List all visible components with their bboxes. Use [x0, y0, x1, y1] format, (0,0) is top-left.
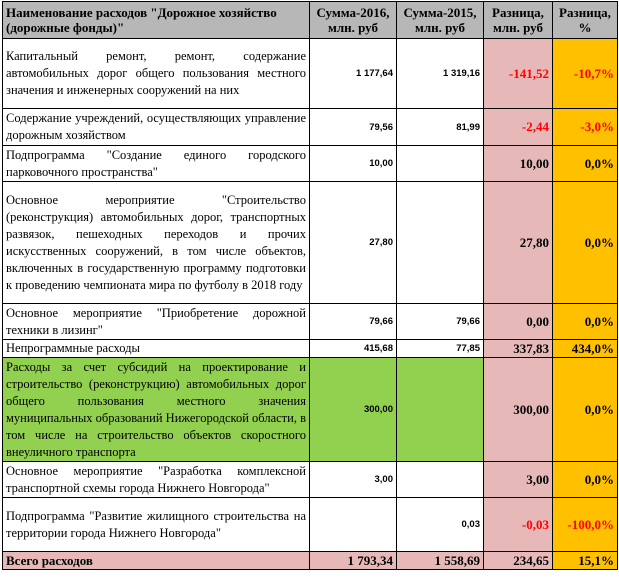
table-row: [3, 462, 618, 498]
expense-name: Расходы за счет субсидий на проектирование и строительство (реконструкцию) автомобильных дорог общего пользования местного значения муниципальных образований Нижегородской области, в том числе на строительство объектов скоростного внеуличного транспорта: [3, 358, 310, 462]
difference-value: 27,80: [484, 182, 553, 304]
difference-percent-value: 0,0%: [553, 146, 618, 182]
expense-name: Основное мероприятие "Приобретение дорожной техники в лизинг": [3, 304, 310, 340]
table-row: [3, 304, 618, 340]
sum-2015-value: [397, 182, 484, 304]
expense-name: Капитальный ремонт, ремонт, содержание автомобильных дорог общего пользования местного значения и инженерных сооружений на них: [3, 39, 310, 109]
sum-2016-value: 3,00: [310, 462, 397, 498]
road-expenses-table: [2, 1, 618, 570]
sum-2015-value: 81,99: [397, 109, 484, 146]
expense-name: Содержание учреждений, осуществляющих управление дорожным хозяйством: [3, 109, 310, 146]
sum-2016-value: 10,00: [310, 146, 397, 182]
difference-value: 0,00: [484, 304, 553, 340]
difference-percent-value: 0,0%: [553, 462, 618, 498]
sum-2016-value: 79,66: [310, 304, 397, 340]
header-row: [3, 2, 618, 39]
table-row: [3, 39, 618, 109]
difference-percent-value: 0,0%: [553, 182, 618, 304]
expense-name: Подпрограмма "Создание единого городского парковочного пространства": [3, 146, 310, 182]
total-row: [3, 552, 618, 570]
table-row: [3, 340, 618, 358]
difference-value: -2,44: [484, 109, 553, 146]
total-sum-2016: 1 793,34: [310, 552, 397, 570]
header-sum-2016: Сумма-2016, млн. руб: [310, 2, 397, 39]
sum-2015-value: 0,03: [397, 498, 484, 552]
difference-percent-value: 0,0%: [553, 304, 618, 340]
difference-value: 300,00: [484, 358, 553, 462]
sum-2015-value: [397, 462, 484, 498]
table-row-highlighted: [3, 358, 618, 462]
sum-2016-value: 1 177,64: [310, 39, 397, 109]
expense-name: Основное мероприятие "Строительство (реконструкция) автомобильных дорог, транспортных развязок, пешеходных переходов и прочих искусственных сооружений, в том числе объектов, включенных в государственную программу подготовки к проведению чемпионата мира по футболу в 2018 году: [3, 182, 310, 304]
difference-value: 10,00: [484, 146, 553, 182]
total-sum-2015: 1 558,69: [397, 552, 484, 570]
header-difference: Разница, млн. руб: [484, 2, 553, 39]
sum-2015-value: 1 319,16: [397, 39, 484, 109]
difference-value: -141,52: [484, 39, 553, 109]
difference-percent-value: 434,0%: [553, 340, 618, 358]
expense-name: Подпрограмма "Развитие жилищного строительства на территории города Нижнего Новгорода": [3, 498, 310, 552]
sum-2016-value: 27,80: [310, 182, 397, 304]
table-row: [3, 498, 618, 552]
table-row: [3, 182, 618, 304]
sum-2016-value: 79,56: [310, 109, 397, 146]
total-label: Всего расходов: [3, 552, 310, 570]
sum-2015-value: 79,66: [397, 304, 484, 340]
difference-value: 3,00: [484, 462, 553, 498]
sum-2016-value: [310, 498, 397, 552]
difference-value: 337,83: [484, 340, 553, 358]
difference-percent-value: -10,7%: [553, 39, 618, 109]
table-row: [3, 146, 618, 182]
sum-2016-value: 415,68: [310, 340, 397, 358]
header-sum-2015: Сумма-2015, млн. руб: [397, 2, 484, 39]
difference-percent-value: -100,0%: [553, 498, 618, 552]
header-expense-name: Наименование расходов "Дорожное хозяйство (дорожные фонды)": [3, 2, 310, 39]
sum-2015-value: 77,85: [397, 340, 484, 358]
header-difference-percent: Разница, %: [553, 2, 618, 39]
total-difference: 234,65: [484, 552, 553, 570]
expense-name: Основное мероприятие "Разработка комплексной транспортной схемы города Нижнего Новгорода": [3, 462, 310, 498]
difference-percent-value: -3,0%: [553, 109, 618, 146]
sum-2015-value: [397, 358, 484, 462]
table-row: [3, 109, 618, 146]
sum-2016-value: 300,00: [310, 358, 397, 462]
difference-percent-value: 0,0%: [553, 358, 618, 462]
difference-value: -0,03: [484, 498, 553, 552]
sum-2015-value: [397, 146, 484, 182]
expense-name: Непрограммные расходы: [3, 340, 310, 358]
total-difference-percent: 15,1%: [553, 552, 618, 570]
